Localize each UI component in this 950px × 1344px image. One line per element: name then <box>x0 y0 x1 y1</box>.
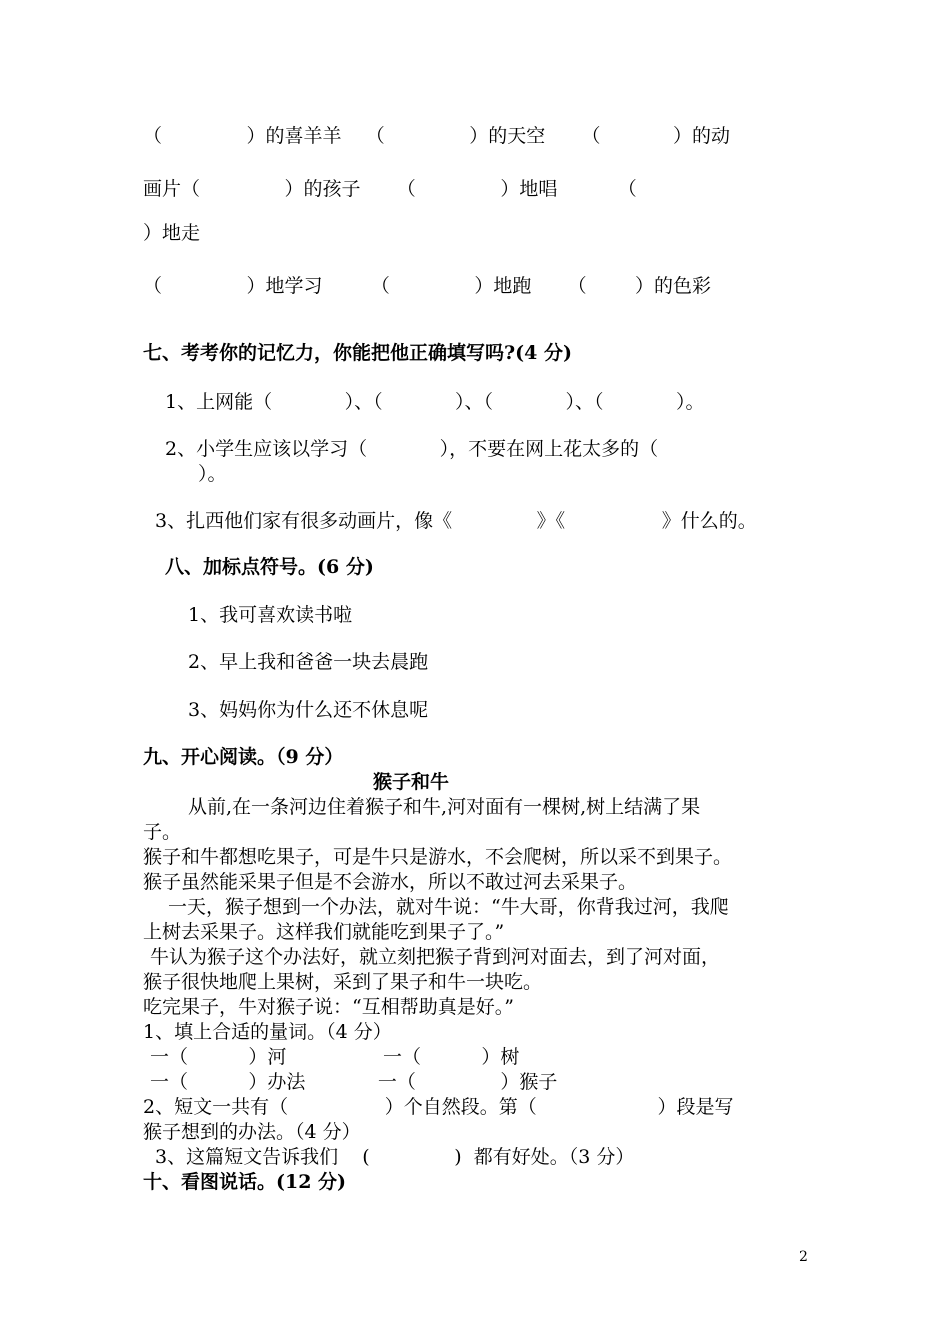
section-7-item-2: 2、小学生应该以学习（ ），不要在网上花太多的（ <box>165 438 659 460</box>
story-paragraph-6: 吃完果子，牛对猴子说：“互相帮助真是好。” <box>143 996 514 1018</box>
section-8-heading: 八、加标点符号。(6 分) <box>165 556 374 578</box>
story-paragraph-1: 从前,在一条河边住着猴子和牛,河对面有一棵树,树上结满了果 <box>188 796 701 818</box>
question-2-wrap: 猴子想到的办法。（4 分） <box>143 1121 361 1143</box>
question-1: 1、填上合适的量词。（4 分） <box>143 1021 392 1043</box>
story-paragraph-4-wrap: 上树去采果子。这样我们就能吃到果子了。” <box>143 921 505 943</box>
line-adjective-fill-1: （ ）的喜羊羊 （ ）的天空 （ ）的动 <box>143 125 730 147</box>
section-8-item-1: 1、我可喜欢读书啦 <box>188 604 353 626</box>
question-1-row-2: 一（ ）办法 一（ ）猴子 <box>150 1071 558 1093</box>
section-7-item-1: 1、上网能（ ）、（ ）、（ ）、（ ）。 <box>165 391 705 413</box>
section-8-item-2: 2、早上我和爸爸一块去晨跑 <box>188 651 429 673</box>
story-title: 猴子和牛 <box>373 771 450 793</box>
section-10-heading: 十、看图说话。(12 分) <box>143 1171 347 1193</box>
story-paragraph-4: 一天，猴子想到一个办法，就对牛说：“牛大哥，你背我过河，我爬 <box>168 896 729 918</box>
story-paragraph-5: 牛认为猴子这个办法好，就立刻把猴子背到河对面去，到了河对面， <box>150 946 721 968</box>
section-8-item-3: 3、妈妈你为什么还不休息呢 <box>188 699 429 721</box>
section-9-heading: 九、开心阅读。（9 分） <box>143 746 344 768</box>
section-7-heading: 七、考考你的记忆力，你能把他正确填写吗?(4 分) <box>143 342 572 364</box>
question-3: 3、这篇短文告诉我们 ( ) 都有好处。（3 分） <box>155 1146 635 1168</box>
line-adjective-fill-2: 画片（ ）的孩子 （ ）地唱 （ <box>143 178 637 200</box>
story-paragraph-2: 猴子和牛都想吃果子，可是牛只是游水，不会爬树，所以采不到果子。 <box>143 846 733 868</box>
line-adjective-fill-3: （ ）地学习 （ ）地跑 （ ）的色彩 <box>143 275 711 297</box>
story-paragraph-3: 猴子虽然能采果子但是不会游水，所以不敢过河去采果子。 <box>143 871 638 893</box>
section-7-item-2-wrap: ）。 <box>198 463 227 485</box>
question-2: 2、短文一共有（ ）个自然段。第（ ）段是写 <box>143 1096 734 1118</box>
section-7-item-3: 3、扎西他们家有很多动画片，像《 》《 》什么的。 <box>155 510 757 532</box>
line-adjective-fill-2-wrap: ）地走 <box>143 222 201 244</box>
story-paragraph-5-wrap: 猴子很快地爬上果树，采到了果子和牛一块吃。 <box>143 971 543 993</box>
page-number: 2 <box>799 1249 808 1265</box>
question-1-row-1: 一（ ）河 一（ ）树 <box>150 1046 520 1068</box>
story-paragraph-1-wrap: 子。 <box>143 821 182 843</box>
